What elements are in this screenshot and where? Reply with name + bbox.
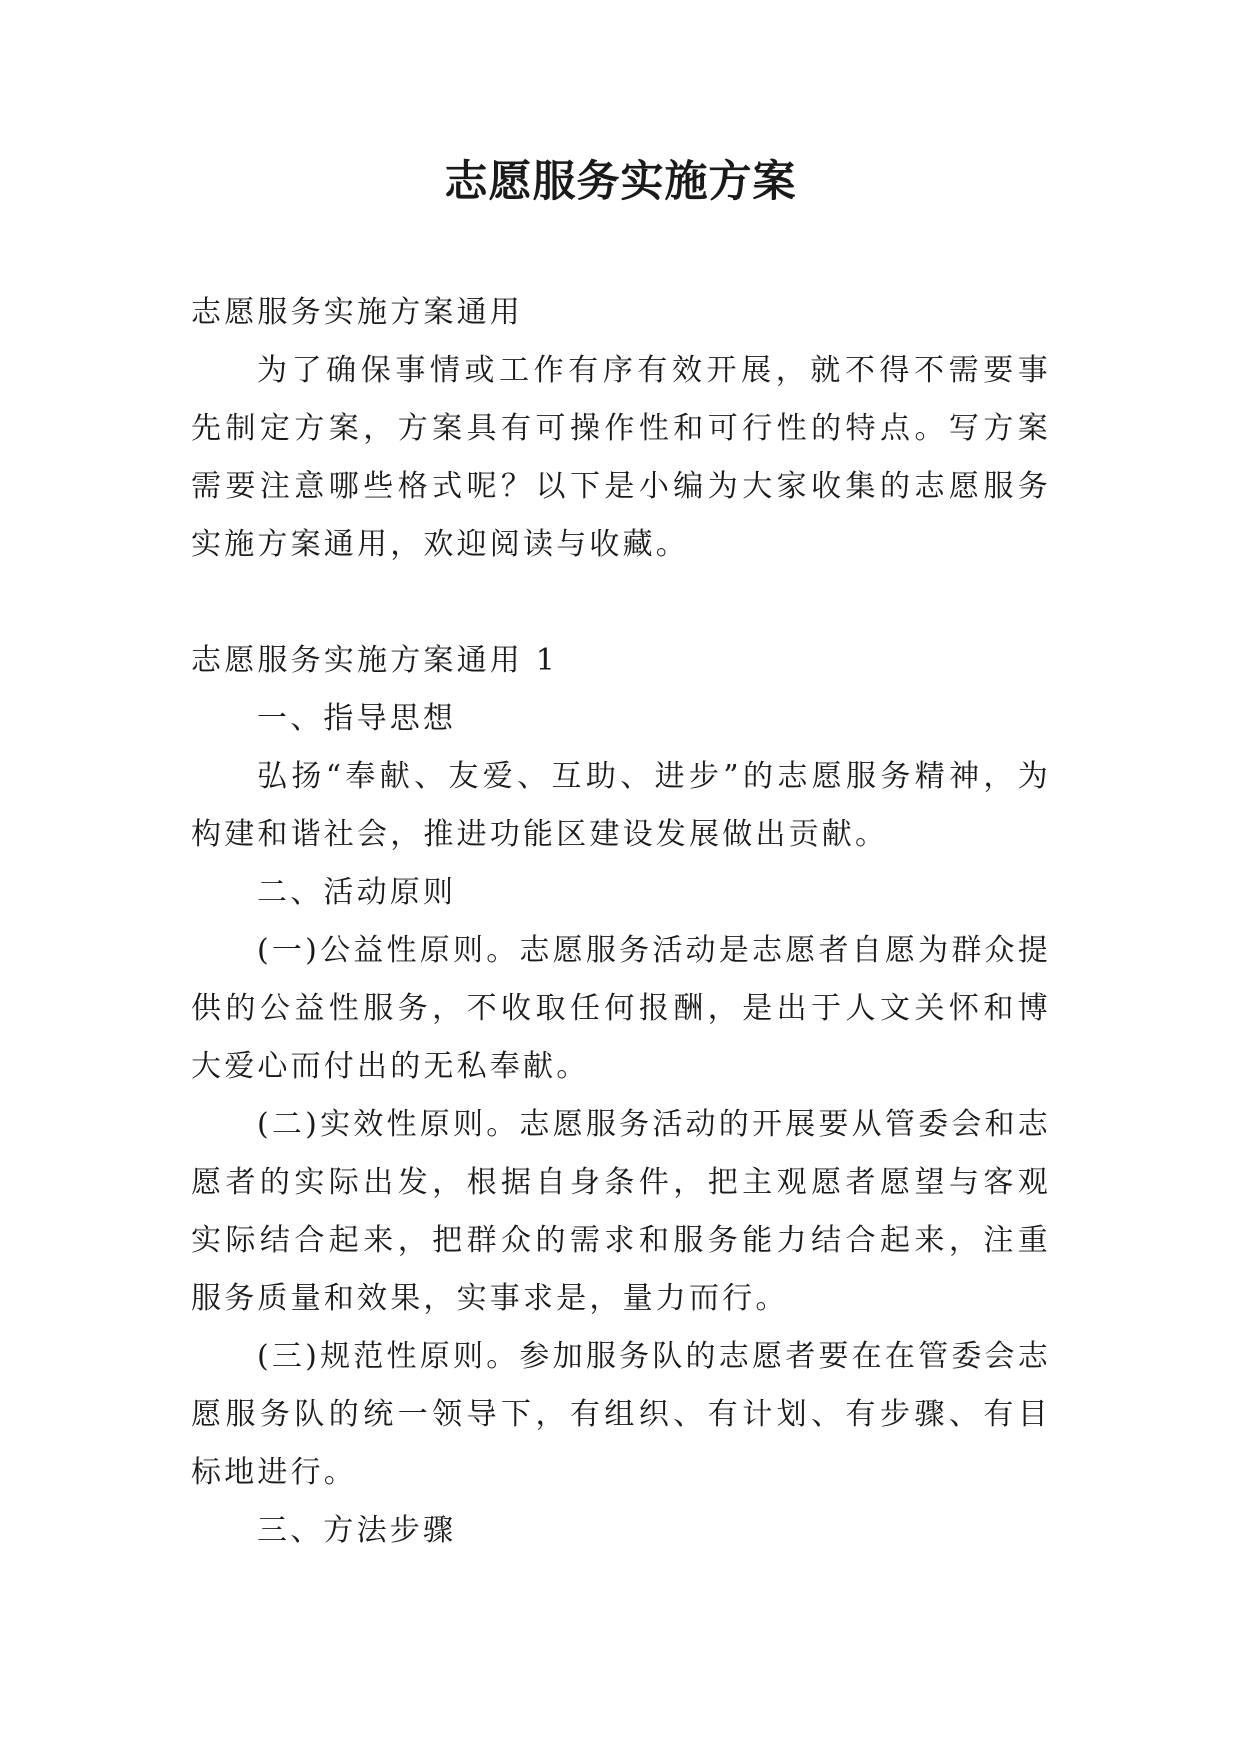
heading-methods-steps: 三、方法步骤 — [257, 1513, 457, 1548]
paragraph-standardization-principle: (三)规范性原则。参加服务队的志愿者要在在管委会志愿服务队的统一领导下，有组织、有计划、有步骤、有目标地进行。 — [191, 1339, 1051, 1490]
document-subtitle: 志愿服务实施方案通用 — [191, 295, 523, 330]
section-spacer — [191, 574, 1051, 632]
document-body — [191, 284, 1051, 1560]
section-title: 志愿服务实施方案通用 1 — [191, 643, 559, 678]
document-title: 志愿服务实施方案 — [444, 157, 797, 207]
heading-activity-principles: 二、活动原则 — [257, 875, 457, 910]
paragraph-effectiveness-principle: (二)实效性原则。志愿服务活动的开展要从管委会和志愿者的实际出发，根据自身条件，把主观愿者愿望与客观实际结合起来，把群众的需求和服务能力结合起来，注重服务质量和效果，实事求是，量力而行。 — [191, 1107, 1051, 1316]
heading-guiding-ideology: 一、指导思想 — [257, 701, 457, 736]
paragraph-public-welfare-principle: (一)公益性原则。志愿服务活动是志愿者自愿为群众提供的公益性服务，不收取任何报酬，是出于人文关怀和博大爱心而付出的无私奉献。 — [191, 933, 1051, 1084]
intro-paragraph: 为了确保事情或工作有序有效开展，就不得不需要事先制定方案，方案具有可操作性和可行性的特点。写方案需要注意哪些格式呢？以下是小编为大家收集的志愿服务实施方案通用，欢迎阅读与收藏。 — [191, 353, 1051, 562]
paragraph-guiding-ideology: 弘扬“奉献、友爱、互助、进步”的志愿服务精神，为构建和谐社会，推进功能区建设发展做出贡献。 — [191, 759, 1051, 852]
